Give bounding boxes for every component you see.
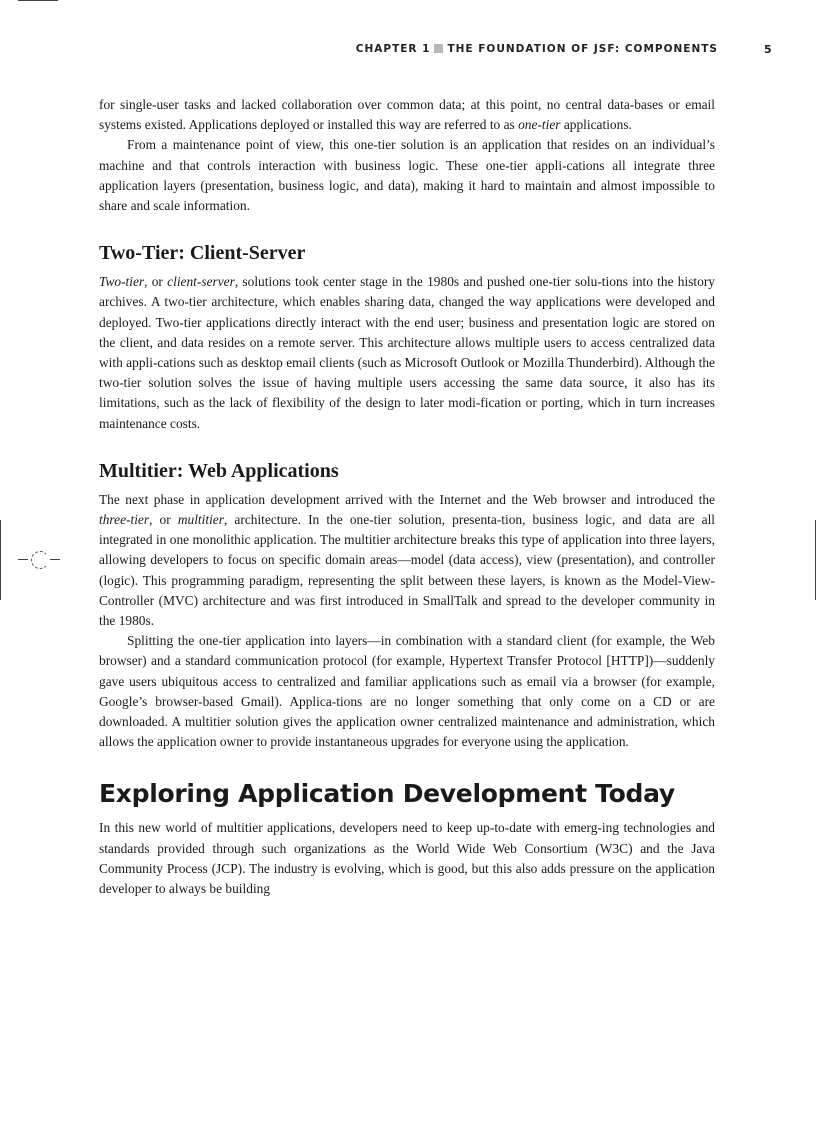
registration-mark-dash-left (18, 559, 28, 560)
crop-mark-top (18, 0, 58, 1)
registration-mark-circle (31, 551, 49, 569)
heading-two-tier: Two-Tier: Client-Server (99, 242, 306, 265)
paragraph-one-tier-maintenance: From a maintenance point of view, this one-tier solution is an application that resides on an individual’s machine and that controls interaction with business logic. These one-tier appli-cations all integrate three application layers (presentation, business logic, and data), making it hard to maintain and almost impossible to share and scale information. (99, 137, 715, 214)
page-number: 5 (764, 43, 772, 56)
paragraph-two-tier: Two-tier, or client-server, solutions took center stage in the 1980s and pushed one-tier solu-tions into the history archives. A two-tier architecture, which enables sharing data, changed the way applications were developed and deployed. Two-tier applications directly interact with the end user; business and presentation logic are stored on the client, and data resides on a remote server. This architecture allows multiple users to access centralized data with appli-cations such as desktop email clients (such as Microsoft Outlook or Mozilla Thunderbird). Although the two-tier solution solves the issue of having multiple users accessing the same data source, it also has its limitations, such as the lack of flexibility of the design to later modi-fication or porting, which in turn increases maintenance costs. (99, 274, 715, 431)
paragraph-multitier: The next phase in application development arrived with the Internet and the Web browser and introduced the three-tier, or multitier, architecture. In the one-tier solution, presenta-tion, business logic, and data are all integrated in one monolithic application. The multitier architecture breaks this type of application into three layers, allowing developers to focus on specific domain areas—model (data access), view (presentation), and controller (logic). This programming paradigm, representing the split between these layers, is known as the Model-View-Controller (MVC) architecture and was first introduced in SmallTalk and spread to the developer community in the 1980s. (99, 491, 716, 629)
crop-mark-left (0, 520, 1, 600)
chapter-title: THE FOUNDATION OF JSF: COMPONENTS (447, 43, 718, 55)
chapter-label: CHAPTER 1 (355, 43, 431, 55)
page-body (99, 95, 715, 899)
heading-multitier: Multitier: Web Applications (99, 459, 339, 482)
paragraph-exploring: In this new world of multitier applications, developers need to keep up-to-date with emerg-ing technologies and standards provided through such organizations as the World Wide Web Consortium (W3C) and the Java Community Process (JCP). The industry is evolving, which is good, but this also adds pressure on the application developer to always be building (99, 820, 715, 897)
separator-square-icon (434, 44, 443, 53)
paragraph-splitting-layers: Splitting the one-tier application into layers—in combination with a standard client (for example, the Web browser) and a standard communication protocol (for example, Hypertext Transfer Protocol [HTTP])—suddenly gave users ubiquitous access to centralized and familiar applications such as email via a browser (for example, Google’s browser-based Gmail). Applica-tions are no longer something that only come on a CD or are downloaded. A multitier solution gives the application owner centralized maintenance and administration, which allows the application owner to provide instantaneous upgrades for everyone using the application. (99, 633, 715, 750)
paragraph-intro-continued: for single-user tasks and lacked collaboration over common data; at this point, no central data-bases or email systems existed. Applications deployed or installed this way are referred to as one-tier applications. (99, 97, 715, 133)
registration-mark-dash-right (50, 559, 60, 560)
running-header (98, 43, 718, 55)
heading-exploring-development: Exploring Application Development Today (99, 779, 675, 809)
